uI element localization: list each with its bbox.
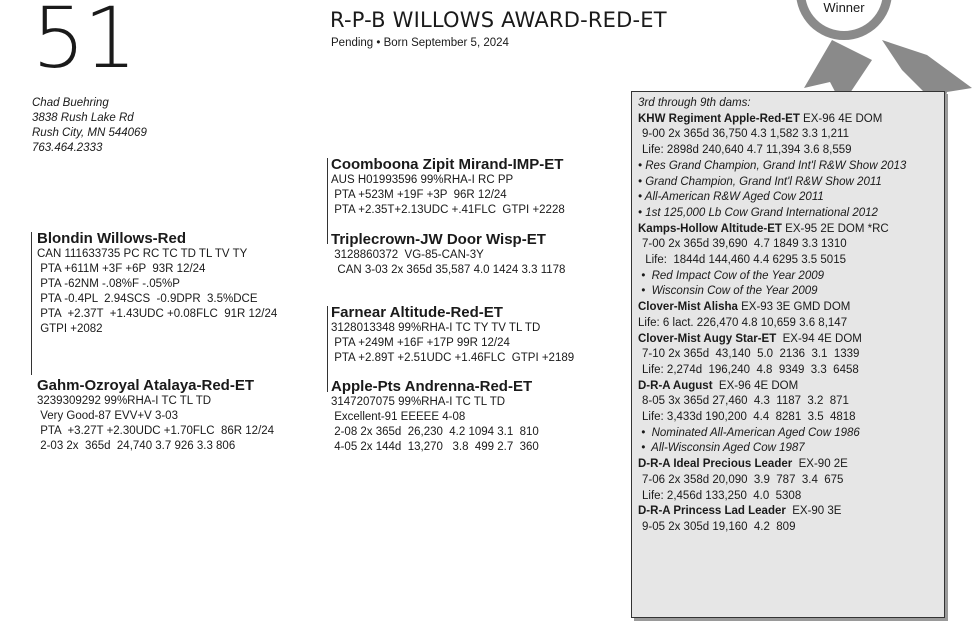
dams-box-line xyxy=(638,206,938,222)
dams-box-line xyxy=(638,347,938,363)
owner-name: Chad Buehring xyxy=(32,97,109,109)
sire-line-3: PTA -62NM -.08%F -.05%P xyxy=(37,278,180,290)
sire-dam-line-1: 3128860372 VG-85-CAN-3Y xyxy=(331,249,484,261)
sire-sire-line-1: AUS H01993596 99%RHA-I RC PP xyxy=(331,174,514,186)
sire-line-2: PTA +611M +3F +6P 93R 12/24 xyxy=(37,263,206,275)
dams-box-line xyxy=(638,269,938,285)
dam-record-text: 8-05 3x 365d 27,460 4.3 1187 3.2 871 xyxy=(642,395,849,408)
dam-name: D-R-A Ideal Precious Leader xyxy=(638,458,793,471)
dam-record-text: Life: 6 lact. 226,470 4.8 10,659 3.6 8,147 xyxy=(638,316,848,329)
dam-record-text: Life: 1844d 144,460 4.4 6295 3.5 5015 xyxy=(642,254,846,267)
dams-box-line xyxy=(638,159,938,175)
dam-record-text: Life: 2,456d 133,250 4.0 5308 xyxy=(642,489,802,502)
dam-record-text: Life: 2898d 240,640 4.7 11,394 3.6 8,559 xyxy=(642,144,852,157)
dam-sire-line-3: PTA +2.89T +2.51UDC +1.46FLC GTPI +2189 xyxy=(331,352,575,364)
dams-box-line xyxy=(638,410,938,426)
dams-box-line xyxy=(638,190,938,206)
dams-box-line xyxy=(638,127,938,143)
dam-record-text: 9-05 2x 305d 19,160 4.2 809 xyxy=(642,520,796,533)
dam-record-text: Life: 3,433d 190,200 4.4 8281 3.5 4818 xyxy=(642,411,856,424)
dams-box-line xyxy=(638,332,938,348)
dam-dam-name: Apple-Pts Andrenna-Red-ET xyxy=(331,378,533,395)
dam-record-text: EX-90 2E xyxy=(792,458,848,471)
dam-record-text: • Nominated All-American Aged Cow 1986 xyxy=(638,426,860,439)
dams-box-header: 3rd through 9th dams: xyxy=(638,97,751,109)
sire-sire-block xyxy=(331,156,565,218)
dam-side-bracket xyxy=(327,306,328,392)
dams-box-line xyxy=(638,237,938,253)
dam-name: Gahm-Ozroyal Atalaya-Red-ET xyxy=(37,377,254,394)
dam-record-text: • Res Grand Champion, Grand Int'l R&W Show 2013 xyxy=(638,159,907,172)
sire-dam-block xyxy=(331,231,565,278)
dams-box-lines xyxy=(638,112,938,536)
sire-sire-line-3: PTA +2.35T+2.13UDC +.41FLC GTPI +2228 xyxy=(331,204,565,216)
dam-record-text: EX-95 2E DOM *RC xyxy=(781,222,889,235)
dams-box-line xyxy=(638,316,938,332)
sire-sire-name: Coomboona Zipit Mirand-IMP-ET xyxy=(331,156,564,173)
dam-name: Kamps-Hollow Altitude-ET xyxy=(638,222,782,235)
dam-record-text: • 1st 125,000 Lb Cow Grand International 2012 xyxy=(638,206,878,219)
dam-line-2: Very Good-87 EVV+V 3-03 xyxy=(37,410,178,422)
dam-sire-line-1: 3128013348 99%RHA-I TC TY TV TL TD xyxy=(331,322,541,334)
dam-sire-name: Farnear Altitude-Red-ET xyxy=(331,304,503,321)
dam-name: D-R-A August xyxy=(638,379,713,392)
dam-sire-line-2: PTA +249M +16F +17P 99R 12/24 xyxy=(331,337,510,349)
dams-box-line xyxy=(638,504,938,520)
dams-box-line xyxy=(638,441,938,457)
dam-record-text: EX-96 4E DOM xyxy=(712,379,799,392)
dam-name: Clover-Mist Alisha xyxy=(638,301,738,314)
dams-box-line xyxy=(638,300,938,316)
dam-record-text: EX-96 4E DOM xyxy=(799,112,883,125)
dam-record-text: • All-American R&W Aged Cow 2011 xyxy=(638,191,824,204)
dam-record-text: 7-00 2x 365d 39,690 4.7 1849 3.3 1310 xyxy=(642,238,847,251)
sire-line-5: PTA +2.37T +1.43UDC +0.08FLC 91R 12/24 xyxy=(37,308,278,320)
dam-line-1: 3239309292 99%RHA-I TC TL TD xyxy=(37,395,212,407)
sire-line-1: CAN 111633735 PC RC TC TD TL TV TY xyxy=(37,248,248,260)
dam-block xyxy=(37,377,274,454)
animal-subtitle: Pending • Born September 5, 2024 xyxy=(331,37,509,49)
owner-street: 3838 Rush Lake Rd xyxy=(32,112,134,124)
sire-name: Blondin Willows-Red xyxy=(37,230,187,247)
dams-box-line xyxy=(638,253,938,269)
dam-sire-block xyxy=(331,304,574,366)
dams-box-line xyxy=(638,394,938,410)
dams-box-line xyxy=(638,284,938,300)
dams-box-line xyxy=(638,489,938,505)
dam-record-text: 9-00 2x 365d 36,750 4.3 1,582 3.3 1,211 xyxy=(642,128,849,141)
dam-record-text: • Red Impact Cow of the Year 2009 xyxy=(638,269,825,282)
dam-dam-line-2: Excellent-91 EEEEE 4-08 xyxy=(331,411,466,423)
sire-dam-line-2: CAN 3-03 2x 365d 35,587 4.0 1424 3.3 1178 xyxy=(331,264,566,276)
lot-number: 51 xyxy=(32,0,135,87)
dam-record-text: 7-06 2x 358d 20,090 3.9 787 3.4 675 xyxy=(642,473,844,486)
dams-box-line xyxy=(638,473,938,489)
dam-line-4: 2-03 2x 365d 24,740 3.7 926 3.3 806 xyxy=(37,440,236,452)
sire-block xyxy=(37,230,277,337)
sire-line-6: GTPI +2082 xyxy=(37,323,103,335)
sire-side-bracket xyxy=(327,158,328,244)
dam-name: D-R-A Princess Lad Leader xyxy=(638,505,786,518)
dam-dam-block xyxy=(331,378,539,455)
dam-record-text: EX-93 3E GMD DOM xyxy=(737,301,851,314)
dam-record-text: • Wisconsin Cow of the Year 2009 xyxy=(638,285,818,298)
dams-box-line xyxy=(638,426,938,442)
dam-dam-line-1: 3147207075 99%RHA-I TC TL TD xyxy=(331,396,506,408)
dam-record-text: EX-90 3E xyxy=(785,505,842,518)
dams-box-line xyxy=(638,112,938,128)
dams-box-line xyxy=(638,175,938,191)
sire-sire-line-2: PTA +523M +19F +3P 96R 12/24 xyxy=(331,189,507,201)
dam-record-text: • Grand Champion, Grand Int'l R&W Show 2011 xyxy=(638,175,882,188)
dam-record-text: 7-10 2x 365d 43,140 5.0 2136 3.1 1339 xyxy=(642,348,860,361)
dams-box-line xyxy=(638,363,938,379)
dam-dam-line-4: 4-05 2x 144d 13,270 3.8 499 2.7 360 xyxy=(331,441,539,453)
dam-line-3: PTA +3.27T +2.30UDC +1.70FLC 86R 12/24 xyxy=(37,425,275,437)
dams-box-line xyxy=(638,222,938,238)
sire-dam-name: Triplecrown-JW Door Wisp-ET xyxy=(331,231,546,248)
extended-dams-box xyxy=(631,91,945,618)
sire-line-4: PTA -0.4PL 2.94SCS -0.9DPR 3.5%DCE xyxy=(37,293,258,305)
dams-box-line xyxy=(638,379,938,395)
dam-name: KHW Regiment Apple-Red-ET xyxy=(638,112,800,125)
owner-info xyxy=(32,96,147,156)
sire-bracket xyxy=(31,232,32,375)
owner-city: Rush City, MN 544069 xyxy=(32,127,147,139)
ribbon-label: Winner xyxy=(823,0,865,15)
dams-box-line xyxy=(638,457,938,473)
dam-dam-line-3: 2-08 2x 365d 26,230 4.2 1094 3.1 810 xyxy=(331,426,539,438)
animal-name: R-P-B WILLOWS AWARD-RED-ET xyxy=(330,8,667,32)
owner-phone: 763.464.2333 xyxy=(32,142,103,154)
dam-record-text: • All-Wisconsin Aged Cow 1987 xyxy=(638,442,805,455)
dams-box-line xyxy=(638,143,938,159)
dam-record-text: Life: 2,274d 196,240 4.8 9349 3.3 6458 xyxy=(642,363,859,376)
dams-box-line xyxy=(638,520,938,536)
dam-record-text: EX-94 4E DOM xyxy=(776,332,862,345)
dam-name: Clover-Mist Augy Star-ET xyxy=(638,332,777,345)
